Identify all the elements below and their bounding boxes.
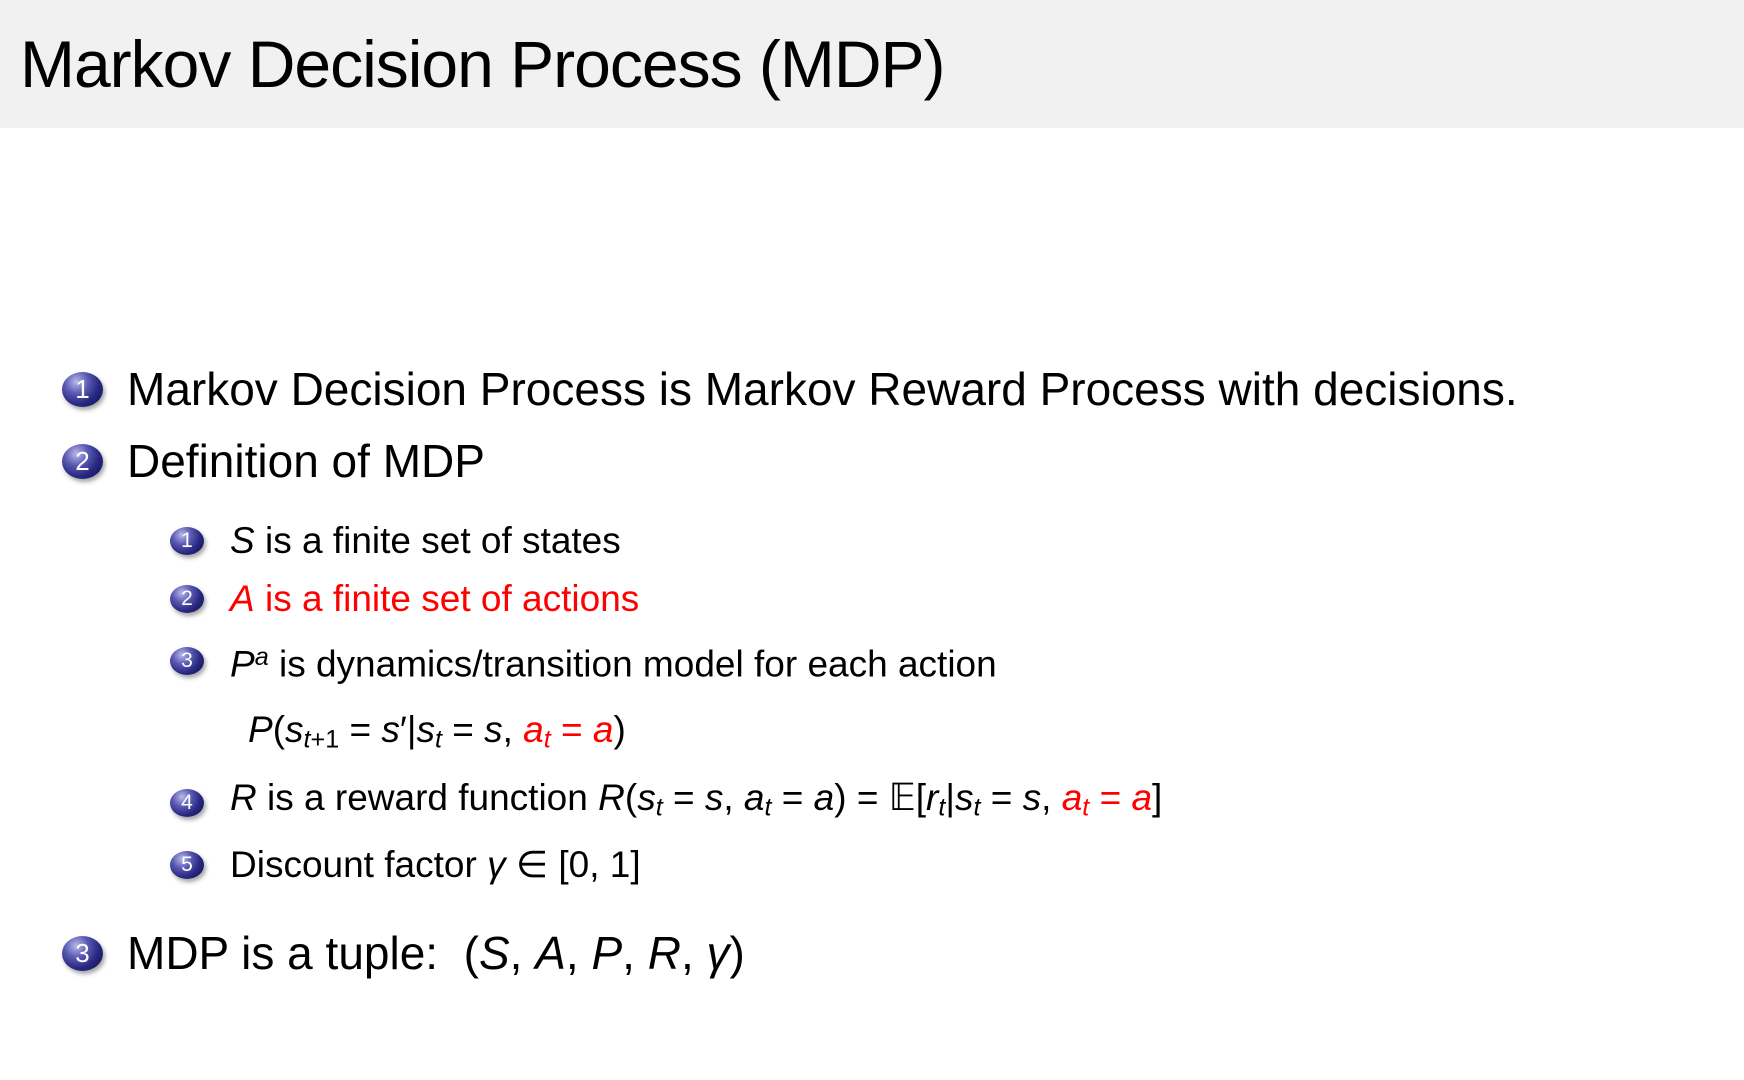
text-segment: ∈ [0, 1] (505, 844, 641, 886)
item-number-badge: 2 (62, 444, 103, 479)
text-segment: s (637, 776, 656, 818)
text-segment: a (1131, 776, 1153, 818)
text-segment: | (406, 709, 417, 751)
item-text (127, 360, 1518, 418)
text-segment: ) (613, 709, 626, 751)
text-segment: R (230, 776, 257, 818)
item-text (127, 432, 485, 490)
text-segment: t (543, 725, 551, 754)
text-segment: S (230, 520, 255, 561)
text-segment: t (938, 793, 946, 822)
text-segment: = (441, 709, 485, 751)
item-text (230, 773, 1162, 833)
text-segment: , (1041, 776, 1062, 818)
sub-list (0, 516, 1744, 890)
item-number-badge: 1 (62, 372, 103, 407)
text-segment: , (502, 709, 524, 751)
list-item-4 (0, 773, 1744, 833)
formula-line (0, 705, 1744, 765)
text-segment: | (945, 776, 955, 818)
list-item-2 (0, 432, 1744, 490)
text-segment: ] (1152, 776, 1163, 818)
text-segment: γ (487, 844, 506, 886)
list-item-3 (0, 632, 1744, 689)
item-number-badge: 1 (170, 527, 204, 555)
item-text (248, 705, 626, 765)
text-segment: a (592, 709, 614, 751)
list-item-1 (0, 360, 1744, 418)
text-segment: P (248, 709, 273, 751)
text-segment: , (565, 927, 592, 980)
text-segment: s (381, 709, 400, 751)
text-segment: ′ (399, 709, 407, 751)
item-text (230, 840, 641, 890)
slide-title: Markov Decision Process (MDP) (20, 27, 945, 101)
text-segment: ) (729, 927, 745, 980)
text-segment: s (416, 709, 435, 751)
text-segment: = (1089, 776, 1132, 818)
text-segment: a (743, 776, 765, 818)
text-segment: a (254, 643, 269, 671)
text-segment: Markov Decision Process is Markov Reward Process with decisions. (127, 363, 1518, 415)
text-segment: , (622, 927, 648, 980)
text-segment: is dynamics/transition model for each action (268, 643, 997, 685)
text-segment: γ (706, 927, 730, 980)
text-segment: = (771, 776, 814, 818)
text-segment: P (230, 643, 255, 685)
text-segment: Definition of MDP (127, 435, 485, 487)
text-segment: = (662, 776, 705, 818)
text-segment: is a finite set of states (254, 520, 621, 561)
list-item-2 (0, 574, 1744, 624)
text-segment: A (230, 578, 255, 619)
item-text (127, 924, 745, 982)
item-number-badge: 4 (170, 789, 204, 817)
item-number-badge: 2 (170, 585, 204, 613)
text-segment: A (535, 927, 566, 980)
text-segment: ( (463, 927, 479, 980)
text-segment: t (973, 793, 981, 822)
text-segment: S (478, 927, 510, 980)
text-segment: s (484, 709, 503, 751)
item-number-badge: 3 (170, 647, 204, 675)
text-segment: is a finite set of actions (254, 578, 640, 619)
list-item-3 (0, 924, 1744, 982)
text-segment: s (1022, 776, 1042, 818)
text-segment: , (509, 927, 536, 980)
text-segment: t (303, 725, 311, 754)
text-segment: P (591, 927, 623, 980)
text-segment: 𝔼 (888, 775, 916, 819)
text-segment: [ (915, 776, 927, 818)
list-item-1 (0, 516, 1744, 566)
text-segment: s (285, 709, 304, 751)
text-segment: MDP is a tuple: (127, 927, 464, 980)
text-segment: t (1082, 793, 1090, 822)
text-segment: a (523, 709, 544, 751)
item-text (230, 632, 997, 689)
text-segment: ( (272, 709, 286, 751)
text-segment: t (764, 793, 772, 822)
text-segment: is a reward function (256, 776, 599, 818)
item-number-badge: 5 (170, 851, 204, 879)
text-segment: ) = (834, 776, 889, 818)
text-segment: s (954, 776, 974, 818)
text-segment: +1 (310, 725, 340, 754)
text-segment: R (598, 776, 625, 818)
item-text (230, 516, 621, 566)
text-segment: Discount factor (230, 844, 488, 886)
text-segment: , (723, 776, 744, 818)
text-segment: = (339, 709, 382, 751)
text-segment: r (926, 776, 939, 818)
enumerated-list (0, 360, 1744, 982)
text-segment: R (647, 927, 681, 980)
text-segment: ( (624, 776, 638, 818)
text-segment: t (434, 725, 442, 754)
text-segment: = (550, 709, 593, 751)
text-segment: = (980, 776, 1023, 818)
text-segment: , (680, 927, 707, 980)
item-number-badge: 3 (62, 936, 103, 971)
list-item-5 (0, 840, 1744, 890)
item-text (230, 574, 639, 624)
text-segment: a (813, 776, 835, 818)
text-segment: a (1061, 776, 1083, 818)
text-segment: t (655, 793, 663, 822)
text-segment: s (704, 776, 724, 818)
